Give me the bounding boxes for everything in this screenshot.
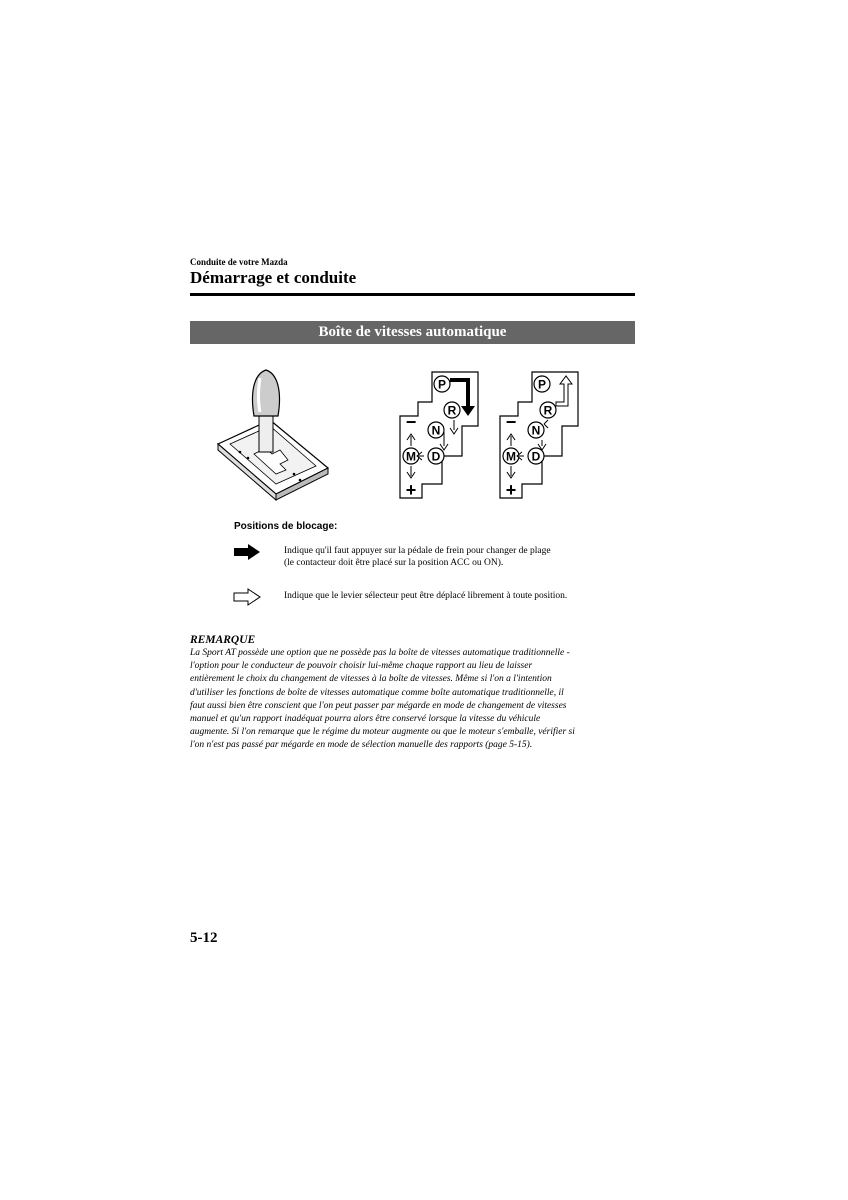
gate-diagram-free-movement bbox=[500, 372, 578, 500]
svg-text:P: P bbox=[437, 377, 447, 392]
legend-title: Positions de blocage: bbox=[234, 521, 338, 532]
legend-item-free bbox=[284, 590, 634, 602]
note-line: manuel et qu'un rapport inadéquat pourra alors être conservé lorsque la vitesse du véhicule bbox=[190, 714, 541, 725]
note-line: faut aussi bien être conscient que l'on peut passer par mégarde en mode de changement de vitesses bbox=[190, 700, 567, 711]
note-line: d'utiliser les fonctions de boîte de vitesses automatique comme boîte automatique traditionnelle, il bbox=[190, 687, 564, 698]
svg-text:P: P bbox=[537, 377, 547, 392]
legend-item-brake-line2: (le contacteur doit être placé sur la position ACC ou ON). bbox=[284, 558, 504, 568]
solid-arrow-icon bbox=[232, 543, 262, 561]
gate-diagram-brake-required bbox=[400, 372, 478, 500]
note-line: l'option pour le conducteur de pouvoir choisir lui-même chaque rapport au lieu de laisser bbox=[190, 661, 533, 672]
svg-text:+: + bbox=[505, 480, 517, 500]
legend-item-brake-line1: Indique qu'il faut appuyer sur la pédale de frein pour changer de plage bbox=[284, 546, 551, 556]
note-body bbox=[190, 647, 635, 753]
svg-text:D: D bbox=[531, 449, 541, 464]
note-line: l'on n'est pas passé par mégarde en mode de sélection manuelle des rapports (page 5-15). bbox=[190, 740, 533, 751]
shift-gate-figure bbox=[210, 362, 610, 504]
header-rule bbox=[190, 293, 635, 296]
breadcrumb: Conduite de votre Mazda bbox=[190, 257, 288, 267]
outline-arrow-icon bbox=[232, 588, 262, 606]
note-line: entièrement le choix du changement de vitesses à la boîte de vitesses. Même si l'on a l'intention bbox=[190, 674, 552, 685]
svg-text:−: − bbox=[505, 412, 517, 432]
svg-text:+: + bbox=[405, 480, 417, 500]
svg-text:D: D bbox=[431, 449, 441, 464]
page-number: 5-12 bbox=[190, 930, 218, 946]
note-line: La Sport AT possède une option que ne possède pas la boîte de vitesses automatique traditionnelle - bbox=[190, 648, 570, 658]
svg-text:R: R bbox=[447, 403, 457, 418]
shift-lever-illustration bbox=[218, 370, 328, 500]
svg-text:N: N bbox=[531, 423, 541, 438]
svg-text:−: − bbox=[405, 412, 417, 432]
svg-text:M: M bbox=[506, 449, 516, 464]
svg-text:M: M bbox=[406, 449, 416, 464]
svg-text:N: N bbox=[431, 423, 441, 438]
note-line: augmente. Si l'on remarque que le régime du moteur augmente ou que le moteur s'emballe, vérifier si bbox=[190, 727, 575, 738]
legend-item-brake bbox=[284, 545, 634, 569]
chapter-title: Démarrage et conduite bbox=[190, 268, 357, 287]
legend-item-free-line1: Indique que le levier sélecteur peut être déplacé librement à toute position. bbox=[284, 591, 568, 601]
svg-text:R: R bbox=[543, 403, 553, 418]
note-title: REMARQUE bbox=[190, 634, 256, 646]
section-title: Boîte de vitesses automatique bbox=[190, 321, 635, 344]
